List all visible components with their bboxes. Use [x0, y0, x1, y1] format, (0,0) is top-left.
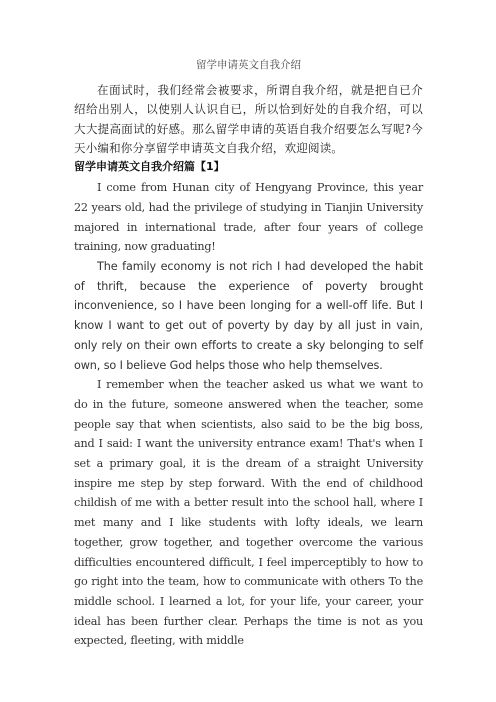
intro-paragraph: 在面试时，我们经常会被要求，所谓自我介绍，就是把自已介绍给出别人，以使别人认识自已，所以恰到好处的自我介绍，可以大大提高面试的好感。那么留学申请的英语自我介绍要怎么写呢?今天小编和你分享留学申请英文自我介绍，欢迎阅读。 [74, 83, 423, 155]
section-heading: 留学申请英文自我介绍篇【1】 [74, 160, 225, 174]
body-paragraph-3: I remember when the teacher asked us what we want to do in the future, someone answered when the teacher, some people say that when scientists, also said to be the big boss, and I said: I want the university entrance exam! That's when I set a primary goal, it is the dream of a straight University inspire me step by step forward. With the end of childhood childish of me with a better result into the school hall, where I met many and I like students with lofty ideals, we learn together, grow together, and together overcome the various difficulties encountered difficult, I feel imperceptibly to how to go right into the team, how to communicate with others To the middle school. I learned a lot, for your life, your career, your ideal has been further clear. Perhaps the time is not as you expected, fleeting, with middle [74, 378, 423, 648]
document-title: 留学申请英文自我介绍 [196, 59, 301, 71]
body-paragraph-2: The family economy is not rich I had developed the habit of thrift, because the experience of poverty brought inconvenience, so I have been longing for a well-off life. But I know I want to get out of poverty by day by all just in vain, only rely on their own efforts to create a sky belonging to self own, so I believe God helps those who help themselves. [74, 260, 423, 372]
body-paragraph-1: I come from Hunan city of Hengyang Province, this year 22 years old, had the privilege of studying in Tianjin University majored in international trade, after four years of college training, now graduating! [74, 181, 423, 254]
